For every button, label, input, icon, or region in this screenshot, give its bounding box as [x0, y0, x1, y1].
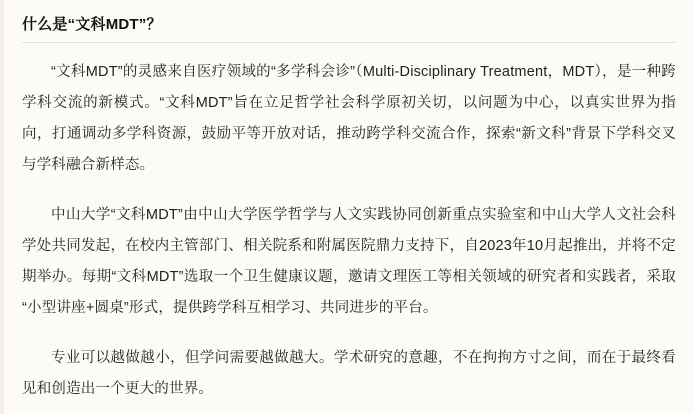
title-divider — [22, 42, 676, 43]
paragraph: 中山大学“文科MDT”由中山大学医学哲学与人文实践协同创新重点实验室和中山大学人文社会科学处共同发起，在校内主管部门、相关院系和附属医院鼎力支持下，自2023年10月起推出，并将不定期举办。每期“文科MDT”选取一个卫生健康议题，邀请文理医工等相关领域的研究者和实践者，采取“小型讲座+圆桌”形式，提供跨学科互相学习、共同进步的平台。 — [22, 207, 676, 316]
paragraph: “文科MDT”的灵感来自医疗领域的“多学科会诊”（Multi-Disciplinary Treatment，MDT），是一种跨学科交流的新模式。“文科MDT”旨在立足哲学社会科学原初关切，以问题为中心，以真实世界为指向，打通调动多学科资源，鼓励平等开放对话，推动跨学科交流合作，探索“新文科”背景下学科交叉与学科融合新样态。 — [22, 64, 676, 173]
paragraph: 专业可以越做越小，但学问需要越做越大。学术研究的意趣，不在拘拘方寸之间，而在于最终看见和创造出一个更大的世界。 — [22, 350, 676, 397]
page-title: 什么是“文科MDT”？ — [22, 16, 162, 33]
document-body — [4, 0, 694, 414]
